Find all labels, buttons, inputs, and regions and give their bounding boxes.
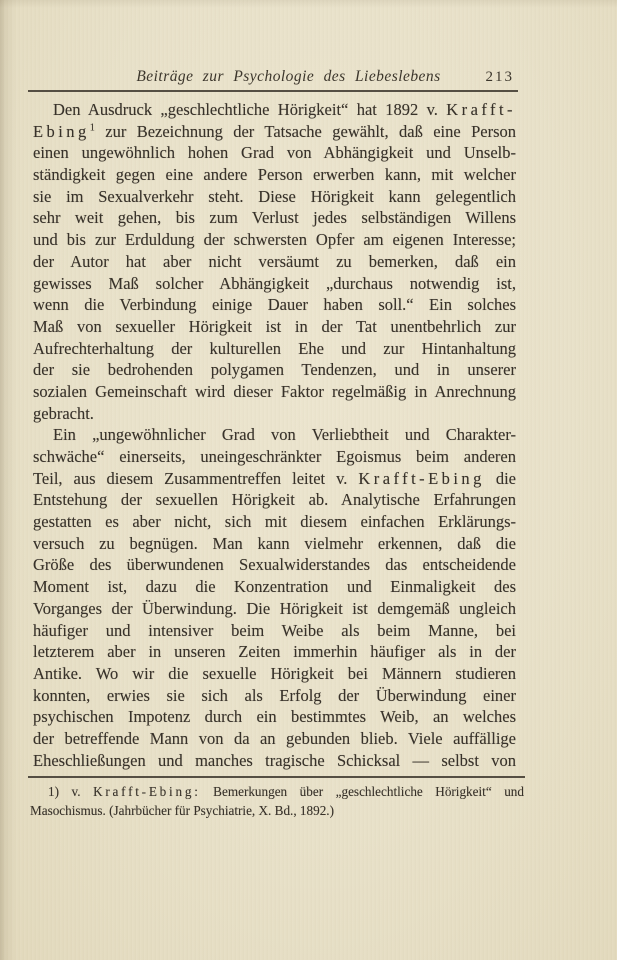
text-segment: gestatten es aber nicht, sich mit diesem einfachen Erklärungs- [33, 512, 516, 532]
body-text-line [33, 641, 516, 663]
text-segment: einen ungewöhnlich hohen Grad von Abhängigkeit und Unselb- [33, 143, 516, 163]
footnote-line [30, 783, 524, 802]
footnote-separator-rule [28, 776, 525, 778]
text-segment: Den Ausdruck „geschlechtliche Hörigkeit“ hat 1892 v. [53, 100, 447, 119]
text-segment: sozialen Gemeinschaft wird dieser Faktor regelmäßig in Anrechnung [33, 381, 516, 401]
text-segment: Ebing [33, 121, 90, 141]
body-text-line [33, 489, 516, 511]
body-text-line [33, 685, 516, 707]
running-header-title: Beiträge zur Psychologie des Liebeslebens [136, 68, 441, 85]
text-segment: letzterem aber in unseren Zeiten immerhin häufiger als in der [33, 642, 516, 662]
text-segment: Moment ist, dazu die Konzentration und Einmaligkeit des [33, 577, 516, 597]
footnote-line [30, 802, 524, 821]
text-segment: Ein „ungewöhnlicher Grad von Verliebtheit und Charakter- [53, 425, 516, 445]
text-segment: die [484, 468, 516, 488]
body-text-line [33, 142, 516, 164]
text-segment: Maß von sexueller Hörigkeit ist in der Tat unentbehrlich zur [33, 316, 516, 336]
text-segment: sie im Sexualverkehr steht. Diese Hörigkeit kann gelegentlich [33, 186, 516, 206]
text-segment: der sie bedrohenden polygamen Tendenzen, und in unserer [33, 360, 516, 380]
text-segment: 1) v. [48, 784, 94, 799]
text-segment: Antike. Wo wir die sexuelle Hörigkeit bei Männern studieren [33, 663, 516, 683]
body-text-line [33, 446, 516, 468]
body-text-line [33, 121, 516, 143]
text-segment: häufiger und intensiver beim Weibe als beim Manne, bei [33, 620, 516, 640]
body-text-line [33, 273, 516, 295]
body-text-line [33, 229, 516, 251]
text-segment: sehr weit gehen, bis zum Verlust jedes selbständigen Willens [33, 208, 516, 228]
text-segment: Aufrechterhaltung der kulturellen Ehe und zur Hintanhaltung [33, 338, 516, 358]
text-segment: der Autor hat aber nicht versäumt zu bemerken, daß ein [33, 251, 516, 271]
body-text-line [33, 511, 516, 533]
body-text-line [33, 468, 516, 490]
text-segment: psychischen Impotenz durch ein bestimmtes Weib, an welches [33, 707, 516, 727]
text-segment: versuch zu begnügen. Man kann vielmehr erkennen, daß die [33, 533, 516, 553]
body-text-line [33, 186, 516, 208]
body-text-line [33, 316, 516, 338]
body-text-line [33, 338, 516, 360]
body-text-line [33, 728, 516, 750]
body-text-line [33, 164, 516, 186]
footnote [30, 783, 524, 820]
body-text-line [33, 403, 516, 425]
text-segment: Vorganges der Überwindung. Die Hörigkeit ist demgemäß ungleich [33, 598, 516, 618]
text-segment: Eheschließungen und manches tragische Schicksal — selbst von [33, 750, 516, 770]
footnote-marker: 1 [89, 122, 95, 134]
text-segment: zur Bezeichnung der Tatsache gewählt, daß eine Person [94, 121, 516, 141]
body-text-line [33, 620, 516, 642]
body-text-line [33, 99, 516, 121]
page-number: 213 [485, 69, 514, 85]
text-segment: gewisses Maß solcher Abhängigkeit „durchaus notwendig ist, [33, 273, 516, 293]
body-text-line [33, 598, 516, 620]
running-header [33, 66, 516, 88]
text-segment: gebracht. [33, 403, 94, 423]
body-text-line [33, 424, 516, 446]
body-text-line [33, 533, 516, 555]
text-segment: ständigkeit gegen eine andere Person erwerben kann, mit welcher [33, 165, 516, 185]
text-segment: konnten, erwies sie sich als Erfolg der Überwindung einer [33, 685, 516, 705]
text-segment: Entstehung der sexuellen Hörigkeit ab. Analytische Erfahrungen [33, 490, 516, 510]
text-segment: Bemerkungen über „geschlechtliche Hörigkeit“ und [200, 784, 524, 799]
text-segment: Teil, aus diesem Zusammentreffen leitet v. [33, 468, 359, 488]
body-text [33, 99, 516, 771]
text-segment: Größe des überwundenen Sexualwiderstandes das entscheidende [33, 555, 516, 575]
body-text-line [33, 706, 516, 728]
header-rule [28, 90, 518, 92]
text-segment: Krafft-Ebing: [93, 784, 201, 799]
text-segment: Krafft- [446, 100, 516, 119]
body-text-line [33, 381, 516, 403]
body-text-line [33, 750, 516, 772]
text-segment: und bis zur Erduldung der schwersten Opfer am eigenen Interesse; [33, 230, 516, 250]
body-text-line [33, 207, 516, 229]
body-text-line [33, 251, 516, 273]
text-segment: der betreffende Mann von da an gebunden blieb. Viele auffällige [33, 728, 516, 748]
text-segment: Krafft-Ebing [358, 468, 485, 488]
text-segment: wenn die Verbindung einige Dauer haben soll.“ Ein solches [33, 295, 516, 315]
body-text-line [33, 359, 516, 381]
text-segment: schwäche“ einerseits, uneingeschränkter Egoismus beim anderen [33, 447, 516, 466]
body-text-line [33, 554, 516, 576]
body-text-line [33, 294, 516, 316]
body-text-line [33, 576, 516, 598]
body-text-line [33, 663, 516, 685]
text-segment: Masochismus. (Jahrbücher für Psychiatrie, X. Bd., 1892.) [30, 802, 334, 818]
